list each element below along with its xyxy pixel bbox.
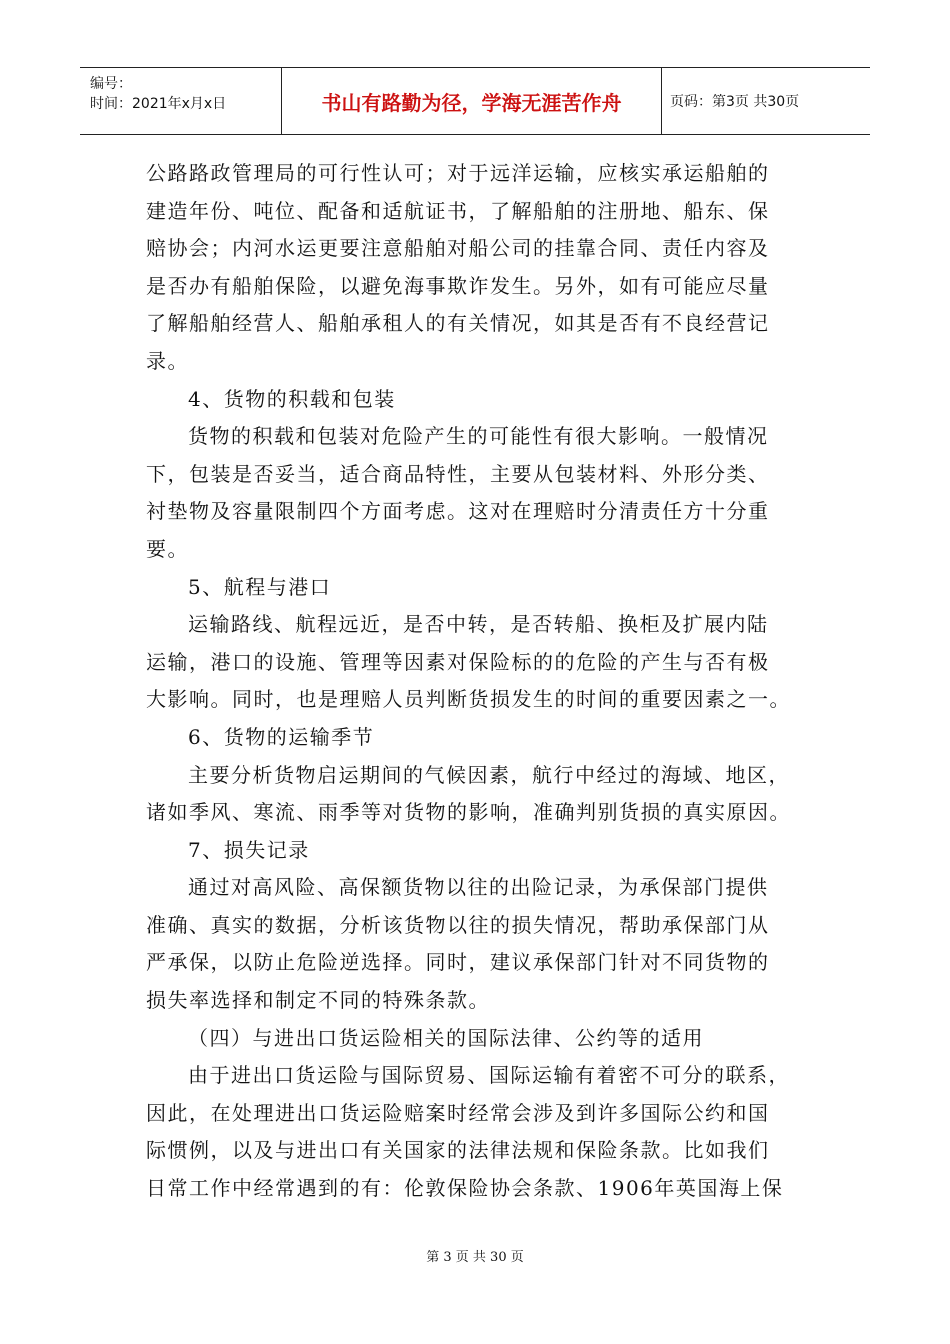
text-line: 日常工作中经常遇到的有：伦敦保险协会条款、1906年英国海上保 (146, 1176, 784, 1201)
text-line: 是否办有船舶保险，以避免海事欺诈发生。另外，如有可能应尽量 (146, 273, 770, 298)
text-line: 严承保，以防止危险逆选择。同时，建议承保部门针对不同货物的 (146, 950, 770, 975)
text-line: 际惯例，以及与进出口有关国家的法律法规和保险条款。比如我们 (146, 1138, 770, 1163)
text-line: 货物的积载和包装对危险产生的可能性有很大影响。一般情况 (188, 424, 769, 449)
text-line: 4、货物的积载和包装 (188, 386, 396, 411)
text-line: 要。 (146, 536, 189, 561)
text-line: 由于进出口货运险与国际贸易、国际运输有着密不可分的联系， (188, 1063, 790, 1088)
text-line: 建造年份、吨位、配备和适航证书，了解船舶的注册地、船东、保 (146, 198, 770, 223)
text-line: 公路路政管理局的可行性认可；对于远洋运输，应核实承运船舶的 (146, 161, 770, 185)
text-line: 诸如季风、寒流、雨季等对货物的影响，准确判别货损的真实原因。 (146, 800, 791, 825)
header-page-number: 页码：第3页 共30页 (670, 94, 800, 110)
text-line: 因此，在处理进出口货运险赔案时经常会涉及到许多国际公约和国 (146, 1100, 770, 1125)
text-line: 6、货物的运输季节 (188, 724, 375, 749)
page-footer: 第 3 页 共 30 页 (426, 1250, 524, 1265)
document-date: 时间：2021年x月x日 (90, 96, 227, 112)
header-motto: 书山有路勤为径，学海无涯苦作舟 (282, 68, 662, 134)
text-line: 通过对高风险、高保额货物以往的出险记录，为承保部门提供 (188, 875, 769, 900)
text-line: 准确、真实的数据，分析该货物以往的损失情况，帮助承保部门从 (146, 912, 770, 937)
text-line: 录。 (146, 348, 189, 373)
document-body (146, 155, 826, 1208)
text-line: 损失率选择和制定不同的特殊条款。 (146, 988, 490, 1013)
text-line: 衬垫物及容量限制四个方面考虑。这对在理赔时分清责任方十分重 (146, 499, 770, 524)
document-number: 编号： (90, 76, 132, 92)
text-line: 7、损失记录 (188, 837, 310, 862)
page-header (80, 67, 870, 135)
text-line: 大影响。同时，也是理赔人员判断货损发生的时间的重要因素之一。 (146, 687, 791, 712)
text-line: 运输路线、航程远近，是否中转，是否转船、换柜及扩展内陆 (188, 612, 769, 637)
text-line: （四）与进出口货运险相关的国际法律、公约等的适用 (188, 1025, 704, 1050)
text-line: 主要分析货物启运期间的气候因素，航行中经过的海域、地区， (188, 762, 790, 787)
text-line: 了解船舶经营人、船舶承租人的有关情况，如其是否有不良经营记 (146, 311, 770, 336)
text-line: 下，包装是否妥当，适合商品特性，主要从包装材料、外形分类、 (146, 461, 770, 486)
text-line: 赔协会；内河水运更要注意船舶对船公司的挂靠合同、责任内容及 (146, 236, 770, 261)
text-line: 运输，港口的设施、管理等因素对保险标的的危险的产生与否有极 (146, 649, 770, 674)
header-meta (80, 68, 282, 134)
text-line: 5、航程与港口 (188, 574, 332, 599)
